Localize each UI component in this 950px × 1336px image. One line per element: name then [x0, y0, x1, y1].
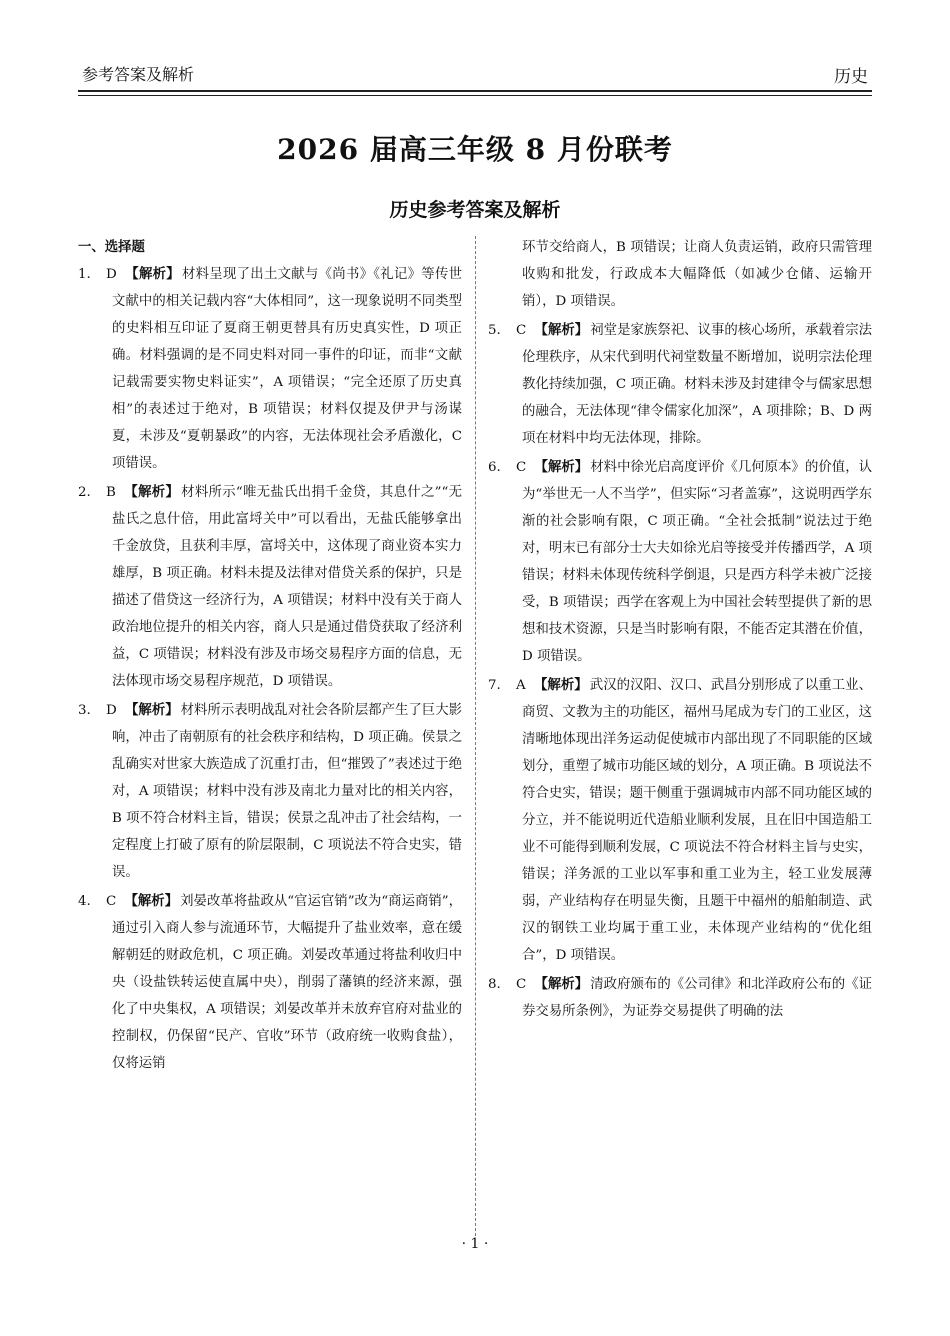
analysis-tag: 【解析】: [534, 323, 589, 338]
item-answer: D: [106, 267, 117, 282]
item-number: 8.: [488, 977, 501, 992]
analysis-tag: 【解析】: [124, 485, 180, 500]
answer-item-8: [488, 971, 872, 1025]
item-text-part1: 刘晏改革将盐政从“官运官销”改为“商运商销”，通过引入商人参与流通环节，大幅提升了盐业效率，意在缓解朝廷的财政危机，C 项正确。刘晏改革通过将盐利收归中央（设盐铁转运使直属中央），削弱了藩镇的经济来源，强化了中央集权，A 项错误；刘晏改革并未放弃官府对盐业的控制权，仍保留“民产、官收”环节（政府统一收购食盐），仅将运销: [112, 894, 463, 1071]
item-answer: C: [516, 323, 527, 338]
item-answer: A: [516, 678, 526, 693]
item-number: 3.: [78, 703, 91, 718]
analysis-tag: 【解析】: [534, 977, 589, 992]
item-text: 材料呈现了出土文献与《尚书》《礼记》等传世文献中的相关记载内容“大体相同”，这一现象说明不同类型的史料相互印证了夏商王朝更替具有历史真实性，D 项正确。材料强调的是不同史料对同一事件的印证，而非“文献记载需要实物史料证实”，A 项错误；“完全还原了历史真相”的表述过于绝对，B 项错误；材料仅提及伊尹与汤谋夏，未涉及“夏朝暴政”的内容，无法体现社会矛盾激化，C 项错误。: [112, 267, 462, 471]
answer-item-3: [78, 697, 462, 886]
item-text-continued: 环节交给商人，B 项错误；让商人负责运销，政府只需管理收购和批发，行政成本大幅降低（如减少仓储、运输开销），D 项错误。: [522, 240, 872, 309]
right-column: [488, 234, 872, 1027]
item-text: 武汉的汉阳、汉口、武昌分别形成了以重工业、商贸、文教为主的功能区，福州马尾成为专门的工业区，这清晰地体现出洋务运动促使城市内部出现了不同职能的区域划分，重塑了城市功能区域的划分，A 项正确。B 项说法不符合史实，错误；题干侧重于强调城市内部不同功能区域的分立，并不能说明近代造船业顺利发展，且在旧中国造船工业不可能得到顺利发展，C 项说法不符合材料主旨与史实，错误；洋务派的工业以军事和重工业为主，轻工业发展薄弱，产业结构存在明显失衡，且题干中福州的船舶制造、武汉的钢铁工业均属于重工业，未体现产业结构的“优化组合”，D 项错误。: [522, 678, 873, 963]
header-doc-type: 参考答案及解析: [82, 65, 195, 84]
item-answer: C: [106, 894, 117, 909]
item-number: 7.: [488, 678, 501, 693]
header-rule-thick: [78, 90, 872, 92]
item-answer: C: [516, 977, 527, 992]
item-text: 清政府颁布的《公司律》和北洋政府公布的《证券交易所条例》，为证券交易提供了明确的法: [522, 977, 873, 1019]
page-header: [78, 56, 872, 90]
left-column: [78, 234, 462, 1079]
header-rule-thin: [78, 95, 872, 96]
answer-item-5: [488, 317, 872, 452]
item-number: 4.: [78, 894, 91, 909]
item-number: 2.: [78, 485, 91, 500]
item-text: 祠堂是家族祭祀、议事的核心场所，承载着宗法伦理秩序，从宋代到明代祠堂数量不断增加，说明宗法伦理教化持续加强，C 项正确。材料未涉及封建律令与儒家思想的融合，无法体现“律令儒家化加深”，A 项排除；B、D 两项在材料中均无法体现，排除。: [522, 323, 873, 446]
item-answer: C: [516, 460, 527, 475]
item-answer: D: [106, 703, 117, 718]
answer-item-6: [488, 454, 872, 670]
analysis-tag: 【解析】: [124, 894, 179, 909]
item-text: 材料所示“唯无盐氏出捐千金贷，其息什之”“无盐氏之息什倍，用此富埒关中”可以看出，无盐氏能够拿出千金放贷，且获利丰厚，富埒关中，这体现了商业资本实力雄厚，B 项正确。材料未提及法律对借贷关系的保护，只是描述了借贷这一经济行为，A 项错误；材料中没有关于商人政治地位提升的相关内容，商人只是通过借贷获取了经济利益，C 项错误；材料没有涉及市场交易程序方面的信息，无法体现市场交易程序规范，D 项错误。: [112, 485, 463, 689]
item-number: 1.: [78, 267, 91, 282]
answer-item-4: [78, 888, 462, 1077]
analysis-tag: 【解析】: [534, 460, 589, 475]
item-number: 6.: [488, 460, 501, 475]
section-heading: 一、选择题: [78, 240, 145, 255]
analysis-tag: 【解析】: [125, 703, 179, 718]
column-divider: [475, 236, 476, 1236]
header-subject: 历史: [834, 67, 868, 87]
answer-item-1: [78, 261, 462, 477]
item-text: 材料中徐光启高度评价《几何原本》的价值，认为“举世无一人不当学”，但实际“习者盖寡”，这说明西学东渐的社会影响有限，C 项正确。“全社会抵制”说法过于绝对，明末已有部分士大夫如徐光启等接受并传播西学，A 项错误；材料未体现传统科学倒退，只是西方科学未被广泛接受，B 项错误；西学在客观上为中国社会转型提供了新的思想和技术资源，只是当时影响有限，不能否定其潜在价值，D 项错误。: [522, 460, 873, 664]
item-answer: B: [106, 485, 116, 500]
page-number: · 1 ·: [461, 1236, 489, 1252]
answer-item-7: [488, 672, 872, 969]
analysis-tag: 【解析】: [533, 678, 588, 693]
answer-item-2: [78, 479, 462, 695]
page-title: 2026 届高三年级 8 月份联考: [277, 133, 673, 166]
page-subtitle: 历史参考答案及解析: [389, 199, 561, 221]
item-number: 5.: [488, 323, 501, 338]
analysis-tag: 【解析】: [125, 267, 180, 282]
item-text: 材料所示表明战乱对社会各阶层都产生了巨大影响，冲击了南朝原有的社会秩序和结构，D 项正确。侯景之乱确实对世家大族造成了沉重打击，但“摧毁了”表述过于绝对，A 项错误；材料中没有涉及南北力量对比的相关内容，B 项不符合材料主旨，错误；侯景之乱冲击了社会结构，一定程度上打破了原有的阶层限制，C 项说法不符合史实，错误。: [112, 703, 463, 880]
